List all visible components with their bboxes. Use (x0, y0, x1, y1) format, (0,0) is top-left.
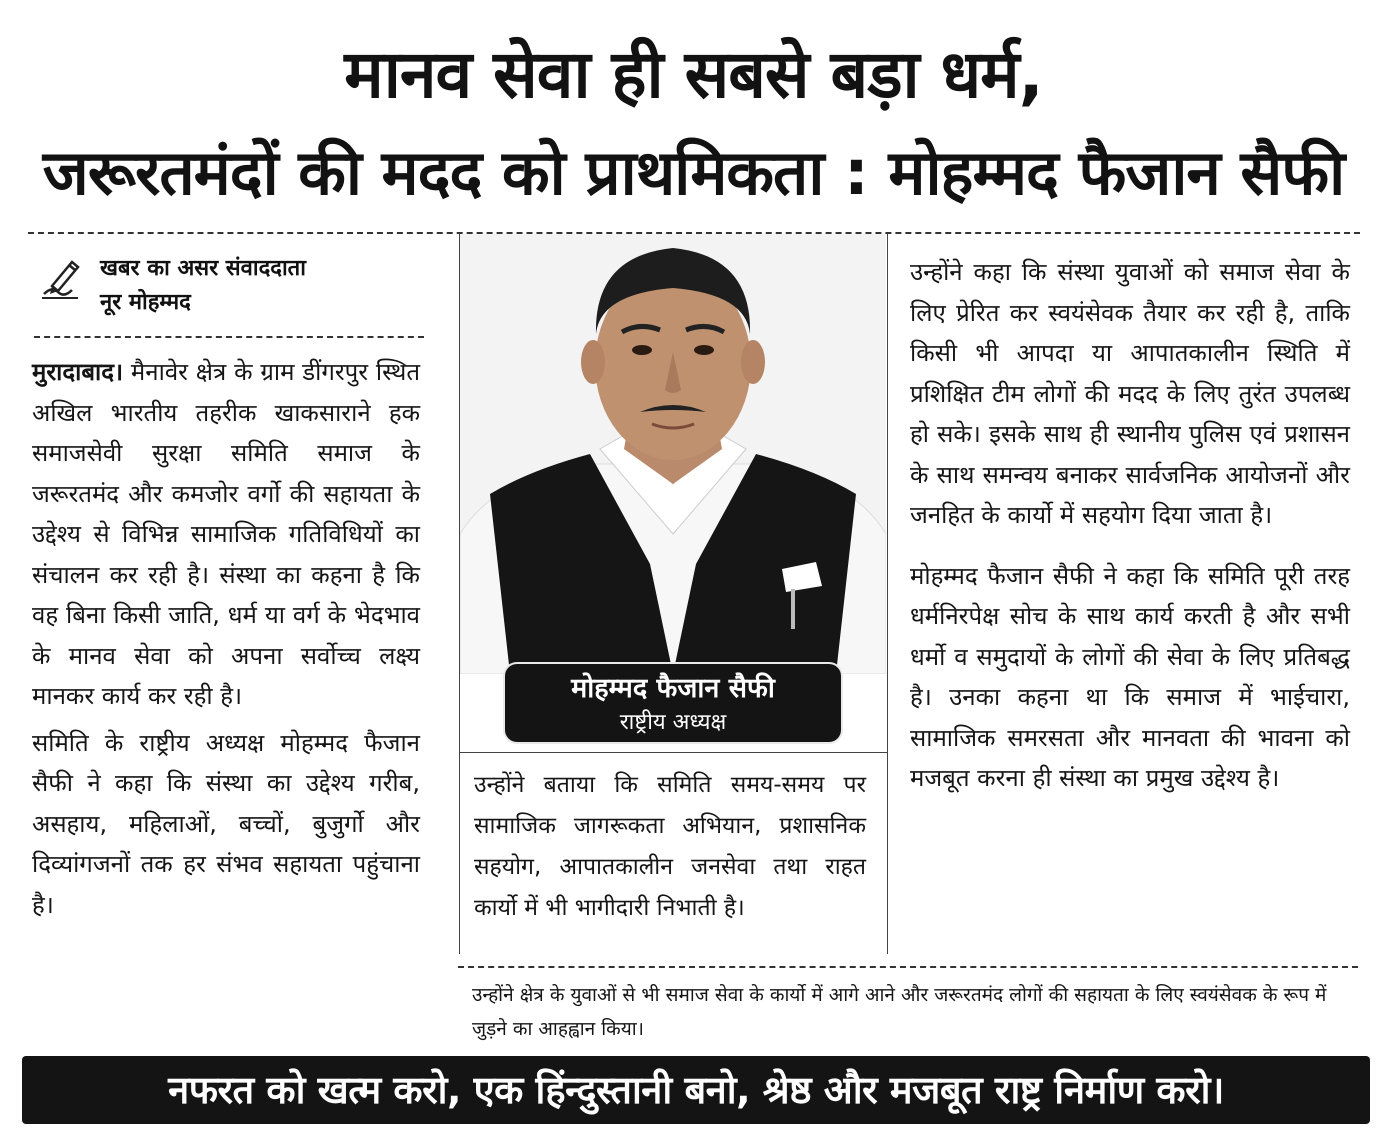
middle-paragraph-1: उन्होंने बताया कि समिति समय-समय पर सामाजिक जागरूकता अभियान, प्रशासनिक सहयोग, आपातकालीन जनसेवा तथा राहत कार्यो में भी भागीदारी निभाती है। (474, 772, 866, 921)
photo-caption (503, 662, 843, 744)
bottom-note-divider (458, 966, 1358, 968)
left-paragraph-1-text: मैनावेर क्षेत्र के ग्राम डींगरपुर स्थित अखिल भारतीय तहरीक खाकसाराने हक समाजसेवी सुरक्षा समिति समाज के जरूरतमंद और कमजोर वर्गो की सहायता के उद्देश्य से विभिन्न सामाजिक गतिविधियों का संचालन कर रही है। संस्था का कहना है कि वह बिना किसी जाति, धर्म या वर्ग के भेदभाव के मानव सेवा को अपना सर्वोच्च लक्ष्य मानकर कार्य कर रही है। (32, 358, 420, 710)
left-paragraph-2: समिति के राष्ट्रीय अध्यक्ष मोहम्मद फैजान सैफी ने कहा कि संस्था का उद्देश्य गरीब, असहाय, महिलाओं, बच्चों, बुजुर्गो और दिव्यांगजनों तक हर संभव सहायता पहुंचाना है। (32, 728, 420, 919)
left-paragraph-1 (32, 352, 420, 717)
caption-title: राष्ट्रीय अध्यक्ष (619, 710, 727, 735)
pen-writing-icon (38, 256, 84, 302)
headline-line-1: मानव सेवा ही सबसे बड़ा धर्म, (344, 36, 1043, 113)
right-paragraph-2: मोहम्मद फैजान सैफी ने कहा कि समिति पूरी तरह धर्मनिरपेक्ष सोच के साथ कार्य करती है और सभी धर्मो व समुदायों के लोगों की सेवा के लिए प्रतिबद्ध है। उनका कहना था कि समाज में भाईचारा, सामाजिक समरसता और मानवता की भावना को मजबूत करना ही संस्था का प्रमुख उद्देश्य है। (910, 561, 1350, 792)
middle-column (474, 765, 866, 935)
column-rule-right (887, 234, 888, 954)
byline-reporter-name: नूर मोहम्मद (100, 290, 191, 315)
photo-bottom-rule (460, 752, 888, 753)
byline (38, 252, 428, 320)
slogan-bar: नफरत को खत्म करो, एक हिंन्दुस्तानी बनो, श्रेष्ठ और मजबूत राष्ट्र निर्माण करो। (22, 1056, 1370, 1124)
bottom-note: उन्होंने क्षेत्र के युवाओं से भी समाज सेवा के कार्यो में आगे आने और जरूरतमंद लोगों की सहायता के लिए स्वयंसेवक के रूप में जुड़ने का आहह्वान किया। (472, 984, 1327, 1040)
byline-line-1: खबर का असर संवाददाता (100, 256, 306, 281)
portrait-photo (460, 234, 886, 674)
headline-line-2: जरूरतमंदों की मदद को प्राथमिकता : मोहम्मद फैजान सैफी (42, 136, 1345, 209)
left-column (32, 352, 420, 931)
right-column (910, 252, 1350, 805)
byline-divider (34, 336, 424, 338)
dateline: मुरादाबाद। (32, 358, 124, 386)
byline-text (100, 252, 306, 320)
right-paragraph-1: उन्होंने कहा कि संस्था युवाओं को समाज सेवा के लिए प्रेरित कर स्वयंसेवक तैयार कर रही है, ताकि किसी भी आपदा या आपातकालीन स्थिति में प्रशिक्षित टीम लोगों की मदद के लिए तुरंत उपलब्ध हो सके। इसके साथ ही स्थानीय पुलिस एवं प्रशासन के साथ समन्वय बनाकर सार्वजनिक आयोजनों और जनहित के कार्यो में सहयोग दिया जाता है। (910, 258, 1350, 529)
caption-name: मोहम्मद फैजान सैफी (571, 673, 775, 704)
